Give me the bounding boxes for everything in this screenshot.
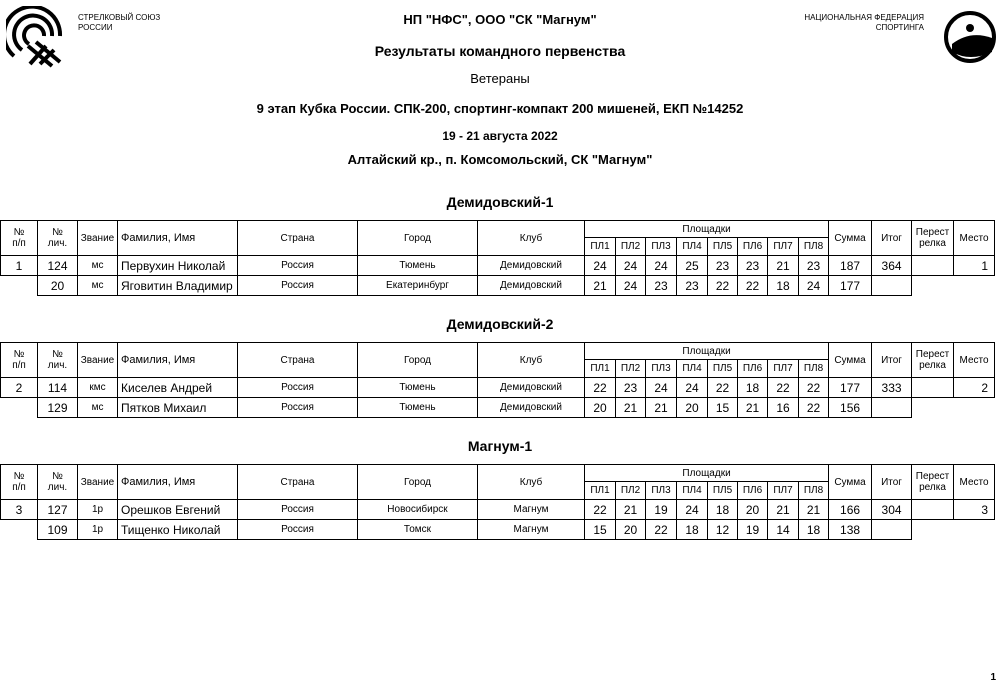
col-no	[1, 465, 38, 500]
city: Екатеринбург	[358, 276, 478, 296]
club: Демидовский	[478, 256, 585, 276]
table-row	[1, 378, 995, 398]
city: Новосибирск	[358, 500, 478, 520]
city: Тюмень	[358, 398, 478, 418]
col-ground-1: ПЛ1	[585, 360, 616, 378]
col-license	[38, 343, 78, 378]
rank: кмс	[78, 378, 118, 398]
shooter-name: Киселев Андрей	[118, 378, 238, 398]
empty-cell	[912, 276, 954, 296]
ground-score: 21	[585, 276, 616, 296]
col-sum: Сумма	[829, 465, 872, 500]
col-grounds: Площадки	[585, 221, 829, 238]
ground-score: 23	[646, 276, 677, 296]
ground-score: 24	[616, 256, 646, 276]
col-ground-5: ПЛ5	[708, 238, 738, 256]
country: Россия	[238, 378, 358, 398]
header-line: лич.	[47, 482, 68, 493]
col-club: Клуб	[478, 465, 585, 500]
col-country: Страна	[238, 221, 358, 256]
page-number: 1	[990, 672, 996, 683]
header-line: №	[52, 349, 63, 360]
col-ground-1: ПЛ1	[585, 482, 616, 500]
table-row	[1, 256, 995, 276]
ground-score: 21	[616, 500, 646, 520]
ground-score: 14	[768, 520, 799, 540]
team-total: 364	[872, 256, 912, 276]
ground-score: 21	[738, 398, 768, 418]
col-ground-3: ПЛ3	[646, 360, 677, 378]
col-grounds: Площадки	[585, 465, 829, 482]
col-ground-8: ПЛ8	[799, 360, 829, 378]
col-rank: Звание	[78, 221, 118, 256]
team-place: 1	[954, 256, 995, 276]
col-name: Фамилия, Имя	[118, 465, 238, 500]
col-ground-2: ПЛ2	[616, 238, 646, 256]
col-ground-2: ПЛ2	[616, 482, 646, 500]
empty-cell	[912, 398, 954, 418]
header-line: релка	[919, 482, 946, 493]
col-no	[1, 343, 38, 378]
col-name: Фамилия, Имя	[118, 343, 238, 378]
empty-cell	[954, 398, 995, 418]
table-header-row	[1, 221, 995, 238]
total-empty	[872, 520, 912, 540]
col-sum: Сумма	[829, 221, 872, 256]
table-row	[1, 276, 995, 296]
total-empty	[872, 276, 912, 296]
license-number: 114	[38, 378, 78, 398]
ground-score: 24	[616, 276, 646, 296]
team-number: 1	[1, 256, 38, 276]
empty-cell	[1, 520, 38, 540]
country: Россия	[238, 398, 358, 418]
col-ground-5: ПЛ5	[708, 482, 738, 500]
team-name: Демидовский-2	[446, 316, 554, 332]
ground-score: 23	[677, 276, 708, 296]
score-sum: 177	[829, 378, 872, 398]
table-header-row	[1, 465, 995, 482]
empty-cell	[912, 520, 954, 540]
event-dates: 19 - 21 августа 2022	[442, 129, 558, 143]
ground-score: 18	[677, 520, 708, 540]
team-number: 2	[1, 378, 38, 398]
ground-score: 22	[768, 378, 799, 398]
empty-cell	[1, 398, 38, 418]
col-rank: Звание	[78, 465, 118, 500]
col-total: Итог	[872, 465, 912, 500]
team-results-table	[0, 342, 995, 418]
club: Демидовский	[478, 276, 585, 296]
ground-score: 18	[799, 520, 829, 540]
team-place: 3	[954, 500, 995, 520]
org-left-line2: РОССИИ	[78, 23, 113, 32]
header-line: №	[52, 227, 63, 238]
col-no	[1, 221, 38, 256]
rank: мс	[78, 256, 118, 276]
col-ground-8: ПЛ8	[799, 238, 829, 256]
col-name: Фамилия, Имя	[118, 221, 238, 256]
col-total: Итог	[872, 343, 912, 378]
org-right-line2: СПОРТИНГА	[875, 23, 924, 32]
col-club: Клуб	[478, 343, 585, 378]
ground-score: 20	[677, 398, 708, 418]
table-row	[1, 520, 995, 540]
license-number: 124	[38, 256, 78, 276]
col-ground-1: ПЛ1	[585, 238, 616, 256]
score-sum: 177	[829, 276, 872, 296]
country: Россия	[238, 256, 358, 276]
header-line: п/п	[12, 238, 26, 249]
shooter-name: Тищенко Николай	[118, 520, 238, 540]
header-line: №	[13, 471, 25, 482]
ground-score: 21	[768, 500, 799, 520]
col-place: Место	[954, 343, 995, 378]
score-sum: 166	[829, 500, 872, 520]
ground-score: 24	[646, 256, 677, 276]
ground-score: 22	[585, 378, 616, 398]
ground-score: 23	[616, 378, 646, 398]
col-license	[38, 221, 78, 256]
country: Россия	[238, 500, 358, 520]
team-number: 3	[1, 500, 38, 520]
club: Магнум	[478, 500, 585, 520]
team-place: 2	[954, 378, 995, 398]
ground-score: 21	[799, 500, 829, 520]
ground-score: 23	[799, 256, 829, 276]
country: Россия	[238, 520, 358, 540]
col-ground-2: ПЛ2	[616, 360, 646, 378]
city: Тюмень	[358, 256, 478, 276]
score-sum: 187	[829, 256, 872, 276]
ground-score: 24	[799, 276, 829, 296]
club: Демидовский	[478, 398, 585, 418]
col-city: Город	[358, 343, 478, 378]
club: Магнум	[478, 520, 585, 540]
rank: 1р	[78, 500, 118, 520]
header-line: п/п	[12, 482, 26, 493]
ground-score: 21	[646, 398, 677, 418]
col-place: Место	[954, 465, 995, 500]
col-ground-6: ПЛ6	[738, 360, 768, 378]
header-line: Перест	[915, 471, 950, 482]
ground-score: 16	[768, 398, 799, 418]
empty-cell	[954, 520, 995, 540]
shooter-name: Яговитин Владимир	[118, 276, 238, 296]
col-ground-5: ПЛ5	[708, 360, 738, 378]
org-right-line1: НАЦИОНАЛЬНАЯ ФЕДЕРАЦИЯ	[804, 13, 924, 22]
score-sum: 138	[829, 520, 872, 540]
score-sum: 156	[829, 398, 872, 418]
ground-score: 19	[646, 500, 677, 520]
license-number: 127	[38, 500, 78, 520]
col-place: Место	[954, 221, 995, 256]
team-total: 333	[872, 378, 912, 398]
ground-score: 24	[677, 500, 708, 520]
ground-score: 24	[646, 378, 677, 398]
ground-score: 15	[708, 398, 738, 418]
col-grounds: Площадки	[585, 343, 829, 360]
col-ground-4: ПЛ4	[677, 238, 708, 256]
shooter-name: Первухин Николай	[118, 256, 238, 276]
header-line: Перест	[915, 227, 950, 238]
col-ground-6: ПЛ6	[738, 482, 768, 500]
ground-score: 20	[738, 500, 768, 520]
ground-score: 23	[738, 256, 768, 276]
col-sum: Сумма	[829, 343, 872, 378]
ground-score: 22	[799, 398, 829, 418]
table-header-row	[1, 343, 995, 360]
header-line: п/п	[12, 360, 26, 371]
col-ground-4: ПЛ4	[677, 482, 708, 500]
ground-score: 20	[585, 398, 616, 418]
col-ground-8: ПЛ8	[799, 482, 829, 500]
header-line: лич.	[47, 238, 68, 249]
ground-score: 23	[708, 256, 738, 276]
col-ground-4: ПЛ4	[677, 360, 708, 378]
club: Демидовский	[478, 378, 585, 398]
col-total: Итог	[872, 221, 912, 256]
col-country: Страна	[238, 465, 358, 500]
rank: мс	[78, 276, 118, 296]
shooter-name: Пятков Михаил	[118, 398, 238, 418]
empty-cell	[954, 276, 995, 296]
header-line: релка	[919, 238, 946, 249]
ground-score: 22	[646, 520, 677, 540]
team-name: Магнум-1	[467, 438, 533, 454]
event-name: 9 этап Кубка России. СПК-200, спортинг-компакт 200 мишеней, ЕКП №14252	[256, 101, 744, 116]
rank: 1р	[78, 520, 118, 540]
team-results-table	[0, 220, 995, 296]
empty-cell	[1, 276, 38, 296]
col-shootoff	[912, 221, 954, 256]
col-ground-6: ПЛ6	[738, 238, 768, 256]
header-line: релка	[919, 360, 946, 371]
license-number: 20	[38, 276, 78, 296]
ground-score: 12	[708, 520, 738, 540]
ground-score: 22	[738, 276, 768, 296]
ground-score: 21	[616, 398, 646, 418]
col-shootoff	[912, 343, 954, 378]
header-line: Перест	[915, 349, 950, 360]
team-name: Демидовский-1	[446, 194, 554, 210]
ground-score: 19	[738, 520, 768, 540]
shootoff-value	[912, 378, 954, 398]
table-row	[1, 500, 995, 520]
city: Томск	[358, 520, 478, 540]
ground-score: 22	[708, 378, 738, 398]
col-city: Город	[358, 465, 478, 500]
col-ground-3: ПЛ3	[646, 238, 677, 256]
ground-score: 18	[708, 500, 738, 520]
ground-score: 25	[677, 256, 708, 276]
team-total: 304	[872, 500, 912, 520]
header-line: №	[13, 227, 25, 238]
col-city: Город	[358, 221, 478, 256]
col-country: Страна	[238, 343, 358, 378]
col-ground-7: ПЛ7	[768, 360, 799, 378]
header-line: №	[13, 349, 25, 360]
col-shootoff	[912, 465, 954, 500]
license-number: 109	[38, 520, 78, 540]
category: Ветераны	[470, 71, 530, 86]
ground-score: 15	[585, 520, 616, 540]
ground-score: 20	[616, 520, 646, 540]
col-ground-7: ПЛ7	[768, 482, 799, 500]
ground-score: 18	[738, 378, 768, 398]
ground-score: 24	[585, 256, 616, 276]
org-left-line1: СТРЕЛКОВЫЙ СОЮЗ	[78, 13, 161, 22]
city: Тюмень	[358, 378, 478, 398]
ground-score: 22	[585, 500, 616, 520]
ground-score: 22	[799, 378, 829, 398]
header-line: лич.	[47, 360, 68, 371]
country: Россия	[238, 276, 358, 296]
organizer: НП "НФС", ООО "СК "Магнум"	[403, 12, 597, 27]
ground-score: 21	[768, 256, 799, 276]
event-place: Алтайский кр., п. Комсомольский, СК "Магнум"	[347, 152, 653, 167]
shooter-name: Орешков Евгений	[118, 500, 238, 520]
team-results-table	[0, 464, 995, 540]
shootoff-value	[912, 256, 954, 276]
rank: мс	[78, 398, 118, 418]
col-club: Клуб	[478, 221, 585, 256]
col-rank: Звание	[78, 343, 118, 378]
total-empty	[872, 398, 912, 418]
table-row	[1, 398, 995, 418]
ground-score: 18	[768, 276, 799, 296]
col-license	[38, 465, 78, 500]
shootoff-value	[912, 500, 954, 520]
page-title: Результаты командного первенства	[374, 43, 626, 59]
header-line: №	[52, 471, 63, 482]
license-number: 129	[38, 398, 78, 418]
col-ground-7: ПЛ7	[768, 238, 799, 256]
ground-score: 24	[677, 378, 708, 398]
ground-score: 22	[708, 276, 738, 296]
col-ground-3: ПЛ3	[646, 482, 677, 500]
